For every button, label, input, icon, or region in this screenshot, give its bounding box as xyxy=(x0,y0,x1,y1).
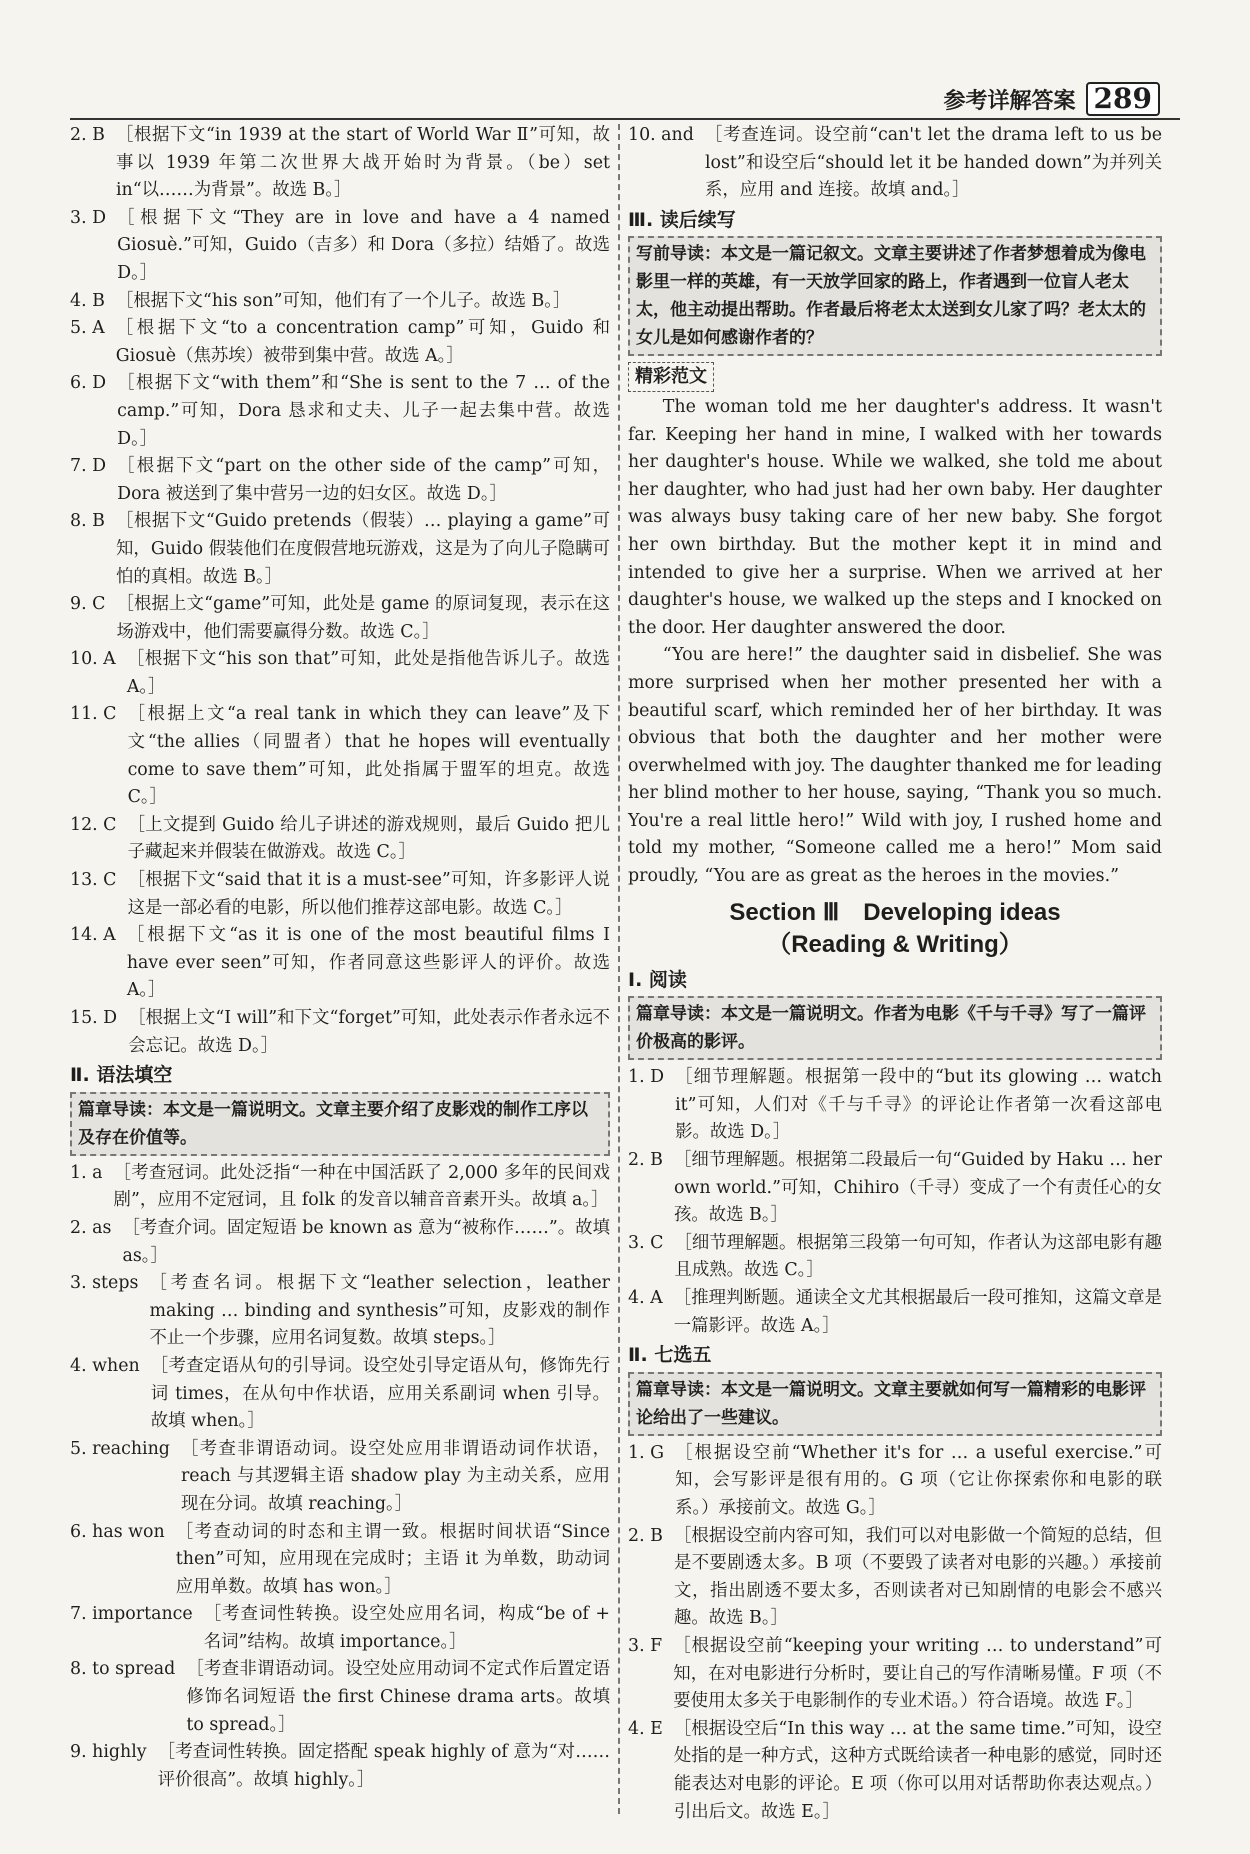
reading-guide: 篇章导读：本文是一篇说明文。作者为电影《千与千寻》写了一篇评价极高的影评。 xyxy=(628,996,1162,1060)
grammar-answers xyxy=(70,1160,610,1795)
answer-item xyxy=(628,1633,1162,1716)
answer-text: ［根据设空后“In this way … at the same time.”可知，设空处指的是一种方式，这种方式既给读者一种电影的感觉，同时还能表达对电影的评论。E 项（你可以用对话帮助你表达观点。）引出后文。故选 E。］ xyxy=(673,1718,1162,1822)
answer-item xyxy=(70,453,610,508)
answer-item xyxy=(628,122,1162,205)
answer-item xyxy=(628,1230,1162,1285)
answer-item xyxy=(70,867,610,922)
reading-answers xyxy=(628,1064,1162,1340)
column-divider xyxy=(618,124,620,1814)
page-header xyxy=(944,82,1160,116)
answer-item xyxy=(628,1716,1162,1826)
right-column xyxy=(628,122,1162,1826)
answer-number: 15. D xyxy=(70,1008,129,1028)
answer-number: 2. B xyxy=(628,1525,674,1546)
answer-number: 4. E xyxy=(628,1718,674,1739)
answer-text: ［考查词性转换。设空处应用名词，构成“be of + 名词”结构。故填 importance。］ xyxy=(203,1604,610,1652)
reading-section-title: Ⅰ. 阅读 xyxy=(628,968,687,991)
answer-text: ［考查连词。设空前“can't let the drama left to us be lost”和设空后“should let it be handed down”为并列关系，应用 and 连接。故填 and。］ xyxy=(704,125,1162,201)
answer-number: 3. D xyxy=(70,207,118,228)
answer-item xyxy=(70,701,610,811)
answer-number: 6. D xyxy=(70,373,118,394)
answer-number: 8. to spread xyxy=(70,1659,187,1680)
sample-essay-title: 精彩范文 xyxy=(628,362,714,392)
answer-text: ［根据下文“said that it is a must-see”可知，许多影评人说这是一部必看的电影，所以他们推荐这部电影。故选 C。］ xyxy=(127,870,610,918)
answer-text: ［根据设空前“Whether it's for … a useful exercise.”可知，会写影评是很有用的。G 项（它让你探索你和电影的联系。）承接前文。故选 G。］ xyxy=(675,1442,1162,1518)
answer-item xyxy=(70,1270,610,1353)
continuation-guide: 写前导读：本文是一篇记叙文。文章主要讲述了作者梦想着成为像电影里一样的英雄，有一天放学回家的路上，作者遇到一位盲人老太太，他主动提出帮助。作者最后将老太太送到女儿家了吗？老太太的女儿是如何感谢作者的？ xyxy=(628,236,1162,356)
answer-text: ［考查词性转换。固定搭配 speak highly of 意为“对……评价很高”。故填 highly。］ xyxy=(157,1742,610,1790)
answer-text: ［细节理解题。根据第三段第一句可知，作者认为这部电影有趣且成熟。故选 C。］ xyxy=(674,1232,1162,1281)
answer-item xyxy=(70,812,610,867)
answer-item xyxy=(70,122,610,205)
answer-text: ［上文提到 Guido 给儿子讲述的游戏规则，最后 Guido 把儿子藏起来并假装在做游戏。故选 C。］ xyxy=(127,814,610,863)
answer-number: 3. C xyxy=(628,1232,675,1253)
seven-guide: 篇章导读：本文是一篇说明文。文章主要就如何写一篇精彩的电影评论给出了一些建议。 xyxy=(628,1372,1162,1436)
answer-number: 7. importance xyxy=(70,1604,204,1625)
answer-item xyxy=(70,508,610,591)
answer-item xyxy=(70,1005,610,1060)
answer-text: ［考查介词。固定短语 be known as 意为“被称作……”。故填 as。］ xyxy=(122,1217,610,1266)
answer-item xyxy=(70,591,610,646)
answer-text: ［根据下文“as it is one of the most beautiful films I have ever seen”可知，作者同意这些影评人的评价。故选 A。］ xyxy=(126,925,610,1001)
answer-number: 4. A xyxy=(628,1288,674,1308)
answer-text: ［根据上文“a real tank in which they can leave”及下文“the allies（同盟者）that he hopes will eventually come to save them”可知，此处指属于盟军的坦克。故选 C。］ xyxy=(127,704,610,808)
page-number: 289 xyxy=(1086,82,1160,116)
answer-number: 14. A xyxy=(70,925,127,946)
answer-text: ［考查冠词。此处泛指“一种在中国活跃了 2,000 多年的民间戏剧”，应用不定冠词，且 folk 的发音以辅音音素开头。故填 a。］ xyxy=(113,1162,610,1211)
answer-text: ［推理判断题。通读全文尤其根据最后一段可推知，这篇文章是一篇影评。故选 A。］ xyxy=(673,1288,1162,1336)
answer-item xyxy=(70,1739,610,1794)
answer-number: 7. D xyxy=(70,456,118,477)
seven-section-title: Ⅱ. 七选五 xyxy=(628,1344,712,1367)
sample-paragraph-1: The woman told me her daughter's address. It wasn't far. Keeping her hand in mine, I walked with her towards her daughter's house. While we walked, she told me about her daughter, who had just had her own baby. Her daughter was always busy taking care of her new baby. She forgot her own birthday. But the mother kept it in mind and intended to give her a surprise. When we arrived at her daughter's house, we walked up the steps and I knocked on the door. Her daughter answered the door. xyxy=(628,396,1162,638)
answer-item xyxy=(70,922,610,1005)
answer-number: 13. C xyxy=(70,870,128,891)
grammar-section-title: Ⅱ. 语法填空 xyxy=(70,1064,173,1087)
answer-number: 2. as xyxy=(70,1217,123,1238)
answer-item xyxy=(70,205,610,288)
header-title: 参考详解答案 xyxy=(943,88,1076,114)
section-heading-line2: （Reading & Writing） xyxy=(767,930,1023,958)
answer-item xyxy=(70,1601,610,1656)
answer-number: 3. F xyxy=(628,1635,674,1656)
answer-number: 5. A xyxy=(70,318,116,339)
answer-number: 4. B xyxy=(70,290,116,311)
answer-text: ［细节理解题。根据第二段最后一句“Guided by Haku … her own world.”可知，Chihiro（千寻）变成了一个有责任心的女孩。故选 B。］ xyxy=(673,1150,1162,1226)
answer-text: ［细节理解题。根据第一段中的“but its glowing … watch it”可知，人们对《千与千寻》的评论让作者第一次看这部电影。故选 D。］ xyxy=(675,1067,1162,1143)
answer-number: 9. highly xyxy=(70,1742,158,1763)
answer-number: 11. C xyxy=(70,704,128,725)
answer-item xyxy=(70,1160,610,1215)
answer-item xyxy=(70,1215,610,1270)
answer-text: ［根据下文“part on the other side of the camp”可知，Dora 被送到了集中营另一边的妇女区。故选 D。］ xyxy=(117,456,610,504)
continuation-section-title: Ⅲ. 读后续写 xyxy=(628,208,736,231)
header-rule xyxy=(70,118,1180,120)
answer-item xyxy=(70,1519,610,1602)
answer-text: ［根据下文“his son”可知，他们有了一个儿子。故选 B。］ xyxy=(115,290,571,311)
answer-number: 5. reaching xyxy=(70,1438,181,1459)
answer-item xyxy=(70,646,610,701)
answer-text: ［根据下文“to a concentration camp”可知，Guido 和 Giosuè（焦苏埃）被带到集中营。故选 A。］ xyxy=(115,318,610,366)
answer-text: ［根据下文“They are in love and have a 4 named Giosuè.”可知，Guido（吉多）和 Dora（多拉）结婚了。故选 D。］ xyxy=(117,207,610,283)
answer-text: ［考查非谓语动词。设空处应用非谓语动词作状语，reach 与其逻辑主语 shadow play 为主动关系，应用现在分词。故填 reaching。］ xyxy=(180,1438,610,1514)
seven-answers xyxy=(628,1440,1162,1826)
answer-number: 1. a xyxy=(70,1162,114,1183)
answer-text: ［考查动词的时态和主谓一致。根据时间状语“Since then”可知，应用现在完成时；主语 it 为单数，助动词应用单数。故填 has won。］ xyxy=(175,1521,610,1597)
answer-number: 6. has won xyxy=(70,1521,176,1542)
answer-number: 9. C xyxy=(70,594,117,615)
answer-number: 10. A xyxy=(70,649,127,670)
reading-cloze-answers xyxy=(70,122,610,1060)
section-heading xyxy=(628,897,1162,961)
answer-text: ［根据上文“I will”和下文“forget”可知，此处表示作者永远不会忘记。故选 D。］ xyxy=(128,1008,610,1056)
answer-item xyxy=(70,1436,610,1519)
answer-item xyxy=(628,1440,1162,1523)
answer-text: ［根据上文“game”可知，此处是 game 的原词复现，表示在这场游戏中，他们需要赢得分数。故选 C。］ xyxy=(116,594,610,642)
answer-text: ［考查定语从句的引导词。设空处引导定语从句，修饰先行词 times，在从句中作状语，应用关系副词 when 引导。故填 when。］ xyxy=(150,1355,610,1432)
answer-number: 8. B xyxy=(70,511,116,532)
answer-item xyxy=(70,288,610,316)
answer-number: 12. C xyxy=(70,814,128,835)
answer-text: ［考查非谓语动词。设空处应用动词不定式作后置定语修饰名词短语 the first Chinese drama arts。故填 to spread。］ xyxy=(186,1659,610,1735)
answer-text: ［根据设空前“keeping your writing … to understand”可知，在对电影进行分析时，要让自己的写作清晰易懂。F 项（不要使用太多关于电影制作的专业术语。）符合语境。故选 F。］ xyxy=(673,1635,1162,1712)
answer-text: ［考查名词。根据下文“leather selection，leather making … binding and synthesis”可知，皮影戏的制作不止一个步骤，应用名词复数。故填 steps。］ xyxy=(149,1273,610,1349)
answer-item xyxy=(628,1147,1162,1230)
answer-text: ［根据下文“with them”和“She is sent to the 7 … of the camp.”可知，Dora 恳求和丈夫、儿子一起去集中营。故选 D。］ xyxy=(117,373,610,449)
sample-paragraph-2: “You are here!” the daughter said in disbelief. She was more surprised when her mother presented her with a beautiful scarf, which reminded her of her birthday. It was obvious that both the daughter and her mother were overwhelmed with joy. The daughter thanked me for leading her blind mother to her house, saying, “Thank you so much. You're a real little hero!” Wild with joy, I rushed home and told my mother, “Someone called me a hero!” Mom said proudly, “You are as great as the heroes in the movies.” xyxy=(628,645,1162,887)
answer-text: ［根据设空前内容可知，我们可以对电影做一个简短的总结，但是不要剧透太多。B 项（不要毁了读者对电影的兴趣。）承接前文，指出剧透不要太多，否则读者对已知剧情的电影会不感兴趣。故选 B。］ xyxy=(673,1525,1162,1629)
answer-text: ［根据下文“in 1939 at the start of World War Ⅱ”可知，故事以 1939 年第二次世界大战开始时为背景。（be）set in“以……为背景”。故选 B。］ xyxy=(115,125,610,201)
left-column xyxy=(70,122,610,1794)
answer-item xyxy=(628,1064,1162,1147)
answer-item xyxy=(70,1353,610,1436)
answer-number: 2. B xyxy=(70,125,116,145)
answer-item xyxy=(628,1285,1162,1340)
answer-text: ［根据下文“his son that”可知，此处是指他告诉儿子。故选 A。］ xyxy=(126,649,610,697)
answer-number: 1. G xyxy=(628,1442,676,1463)
answer-item xyxy=(70,1656,610,1739)
answer-number: 1. D xyxy=(628,1067,676,1088)
section-heading-line1: Section Ⅲ Developing ideas xyxy=(729,898,1061,926)
answer-number: 10. and xyxy=(628,125,705,145)
grammar-guide: 篇章导读：本文是一篇说明文。文章主要介绍了皮影戏的制作工序以及存在价值等。 xyxy=(70,1092,610,1156)
answer-number: 3. steps xyxy=(70,1273,150,1294)
answer-text: ［根据下文“Guido pretends（假装）… playing a game”可知，Guido 假装他们在度假营地玩游戏，这是为了向儿子隐瞒可怕的真相。故选 B。］ xyxy=(115,511,610,587)
answer-number: 2. B xyxy=(628,1150,674,1171)
answer-number: 4. when xyxy=(70,1355,151,1376)
answer-item xyxy=(70,370,610,453)
answer-item xyxy=(70,315,610,370)
answer-item xyxy=(628,1523,1162,1633)
